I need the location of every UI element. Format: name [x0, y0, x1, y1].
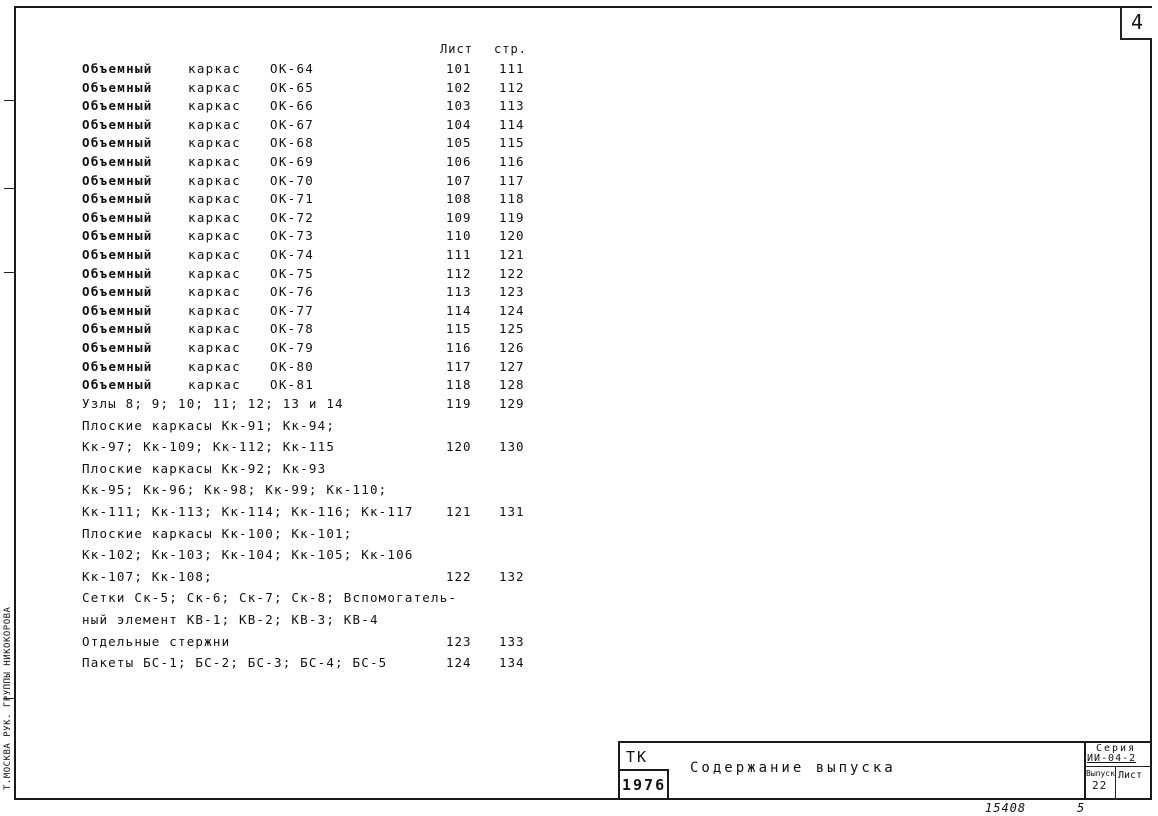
list-item-text: Отдельные стержни: [82, 634, 231, 649]
list-item-text: Плоские каркасы Кк-100; Кк-101;: [82, 526, 353, 541]
list-item-text: Кк-107; Кк-108;: [82, 569, 213, 584]
list-item-text: Узлы 8; 9; 10; 11; 12; 13 и 14: [82, 396, 344, 411]
item-name: Объемный: [82, 173, 153, 188]
item-name: Объемный: [82, 80, 153, 95]
item-page: 133: [499, 634, 525, 649]
item-sheet: 120: [446, 439, 472, 454]
item-sheet: 114: [446, 303, 472, 318]
item-name: Объемный: [82, 247, 153, 262]
item-name: Объемный: [82, 303, 153, 318]
item-name: Объемный: [82, 228, 153, 243]
item-name: Объемный: [82, 359, 153, 374]
item-type: каркас: [188, 61, 241, 76]
issue-label: Выпуск: [1086, 769, 1115, 778]
item-sheet: 118: [446, 377, 472, 392]
item-mark: ОК-71: [270, 191, 315, 206]
sheet-number-box: [1120, 8, 1152, 40]
margin-tick: [4, 100, 14, 101]
list-item: [82, 283, 314, 300]
item-page: 117: [499, 173, 525, 188]
list-item: [82, 79, 314, 96]
footer-page-number: 5: [1077, 801, 1086, 815]
item-mark: ОК-67: [270, 117, 315, 132]
list-item: [82, 209, 314, 226]
item-type: каркас: [188, 135, 241, 150]
column-header-sheet: Лист: [440, 42, 473, 56]
list-item: [82, 376, 314, 393]
document-number: 15408: [985, 801, 1027, 815]
list-item-text: Пакеты БС-1; БС-2; БС-3; БС-4; БС-5: [82, 655, 388, 670]
item-page: 120: [499, 228, 525, 243]
item-mark: ОК-78: [270, 321, 315, 336]
item-page: 115: [499, 135, 525, 150]
item-page: 112: [499, 80, 525, 95]
item-page: 124: [499, 303, 525, 318]
item-sheet: 115: [446, 321, 472, 336]
list-item: [82, 116, 314, 133]
item-page: 113: [499, 98, 525, 113]
item-page: 125: [499, 321, 525, 336]
item-type: каркас: [188, 191, 241, 206]
item-sheet: 110: [446, 228, 472, 243]
item-sheet: 106: [446, 154, 472, 169]
item-type: каркас: [188, 154, 241, 169]
item-page: 128: [499, 377, 525, 392]
item-page: 132: [499, 569, 525, 584]
item-sheet: 103: [446, 98, 472, 113]
title-block-code: ТК: [626, 748, 649, 766]
list-item: [82, 265, 314, 282]
list-item-text: Кк-102; Кк-103; Кк-104; Кк-105; Кк-106: [82, 547, 414, 562]
list-item: [82, 339, 314, 356]
sheet-number: 4: [1130, 10, 1144, 34]
list-item: [82, 153, 314, 170]
item-page: 122: [499, 266, 525, 281]
item-mark: ОК-76: [270, 284, 315, 299]
item-type: каркас: [188, 173, 241, 188]
item-mark: ОК-66: [270, 98, 315, 113]
series-value: ИИ-04-2: [1087, 753, 1137, 764]
item-mark: ОК-77: [270, 303, 315, 318]
item-page: 130: [499, 439, 525, 454]
list-item-text: ный элемент КВ-1; КВ-2; КВ-3; КВ-4: [82, 612, 379, 627]
item-mark: ОК-70: [270, 173, 315, 188]
item-type: каркас: [188, 377, 241, 392]
item-sheet: 105: [446, 135, 472, 150]
list-item: [82, 97, 314, 114]
item-sheet: 117: [446, 359, 472, 374]
item-page: 116: [499, 154, 525, 169]
list-item: [82, 190, 314, 207]
issue-value: 22: [1092, 779, 1108, 792]
item-page: 123: [499, 284, 525, 299]
item-mark: ОК-81: [270, 377, 315, 392]
item-sheet: 119: [446, 396, 472, 411]
item-page: 134: [499, 655, 525, 670]
list-item-text: Кк-97; Кк-109; Кк-112; Кк-115: [82, 439, 336, 454]
item-sheet: 123: [446, 634, 472, 649]
item-page: 111: [499, 61, 525, 76]
item-type: каркас: [188, 80, 241, 95]
item-type: каркас: [188, 117, 241, 132]
item-type: каркас: [188, 210, 241, 225]
item-name: Объемный: [82, 117, 153, 132]
item-name: Объемный: [82, 340, 153, 355]
item-page: 119: [499, 210, 525, 225]
item-sheet: 124: [446, 655, 472, 670]
item-name: Объемный: [82, 61, 153, 76]
item-type: каркас: [188, 340, 241, 355]
left-margin-strip: [0, 330, 14, 800]
item-sheet: 109: [446, 210, 472, 225]
item-name: Объемный: [82, 210, 153, 225]
item-page: 131: [499, 504, 525, 519]
item-sheet: 104: [446, 117, 472, 132]
item-sheet: 116: [446, 340, 472, 355]
item-sheet: 112: [446, 266, 472, 281]
item-mark: ОК-75: [270, 266, 315, 281]
item-mark: ОК-74: [270, 247, 315, 262]
item-type: каркас: [188, 303, 241, 318]
list-item: [82, 246, 314, 263]
item-name: Объемный: [82, 284, 153, 299]
item-page: 126: [499, 340, 525, 355]
item-name: Объемный: [82, 266, 153, 281]
sheet-label: Лист: [1118, 770, 1143, 781]
item-sheet: 107: [446, 173, 472, 188]
item-mark: ОК-79: [270, 340, 315, 355]
item-mark: ОК-80: [270, 359, 315, 374]
item-mark: ОК-64: [270, 61, 315, 76]
list-item-text: Кк-111; Кк-113; Кк-114; Кк-116; Кк-117: [82, 504, 414, 519]
item-name: Объемный: [82, 154, 153, 169]
item-page: 127: [499, 359, 525, 374]
item-mark: ОК-69: [270, 154, 315, 169]
list-item-text: Плоские каркасы Кк-91; Кк-94;: [82, 418, 336, 433]
issue-divider: [1115, 766, 1116, 800]
item-type: каркас: [188, 266, 241, 281]
item-name: Объемный: [82, 321, 153, 336]
item-sheet: 101: [446, 61, 472, 76]
list-item: [82, 60, 314, 77]
margin-tick: [4, 698, 14, 699]
item-sheet: 102: [446, 80, 472, 95]
item-mark: ОК-68: [270, 135, 315, 150]
title-block-year: 1976: [622, 776, 667, 794]
list-item: [82, 302, 314, 319]
list-item-text: Кк-95; Кк-96; Кк-98; Кк-99; Кк-110;: [82, 482, 388, 497]
title-block-title: Содержание выпуска: [690, 760, 896, 776]
list-item: [82, 172, 314, 189]
item-type: каркас: [188, 98, 241, 113]
item-type: каркас: [188, 321, 241, 336]
item-name: Объемный: [82, 135, 153, 150]
margin-tick: [4, 188, 14, 189]
margin-tick: [4, 272, 14, 273]
item-mark: ОК-73: [270, 228, 315, 243]
item-sheet: 113: [446, 284, 472, 299]
list-item: [82, 358, 314, 375]
item-name: Объемный: [82, 191, 153, 206]
series-label: Серия: [1096, 743, 1137, 754]
item-type: каркас: [188, 247, 241, 262]
item-sheet: 108: [446, 191, 472, 206]
list-item-text: Сетки Ск-5; Ск-6; Ск-7; Ск-8; Вспомогатель-: [82, 590, 458, 605]
item-type: каркас: [188, 284, 241, 299]
list-item: [82, 134, 314, 151]
item-sheet: 122: [446, 569, 472, 584]
series-divider: [1084, 766, 1152, 767]
item-page: 118: [499, 191, 525, 206]
list-item-text: Плоские каркасы Кк-92; Кк-93: [82, 461, 327, 476]
list-item: [82, 320, 314, 337]
item-page: 129: [499, 396, 525, 411]
column-header-page: стр.: [494, 42, 527, 56]
item-sheet: 111: [446, 247, 472, 262]
item-mark: ОК-72: [270, 210, 315, 225]
side-stamp-text: Т.МОСКВА РУК. ГРУППЫ НИКОКОРОВА: [3, 606, 13, 790]
item-type: каркас: [188, 359, 241, 374]
item-type: каркас: [188, 228, 241, 243]
item-page: 114: [499, 117, 525, 132]
item-sheet: 121: [446, 504, 472, 519]
item-mark: ОК-65: [270, 80, 315, 95]
item-page: 121: [499, 247, 525, 262]
list-item: [82, 227, 314, 244]
item-name: Объемный: [82, 98, 153, 113]
item-name: Объемный: [82, 377, 153, 392]
